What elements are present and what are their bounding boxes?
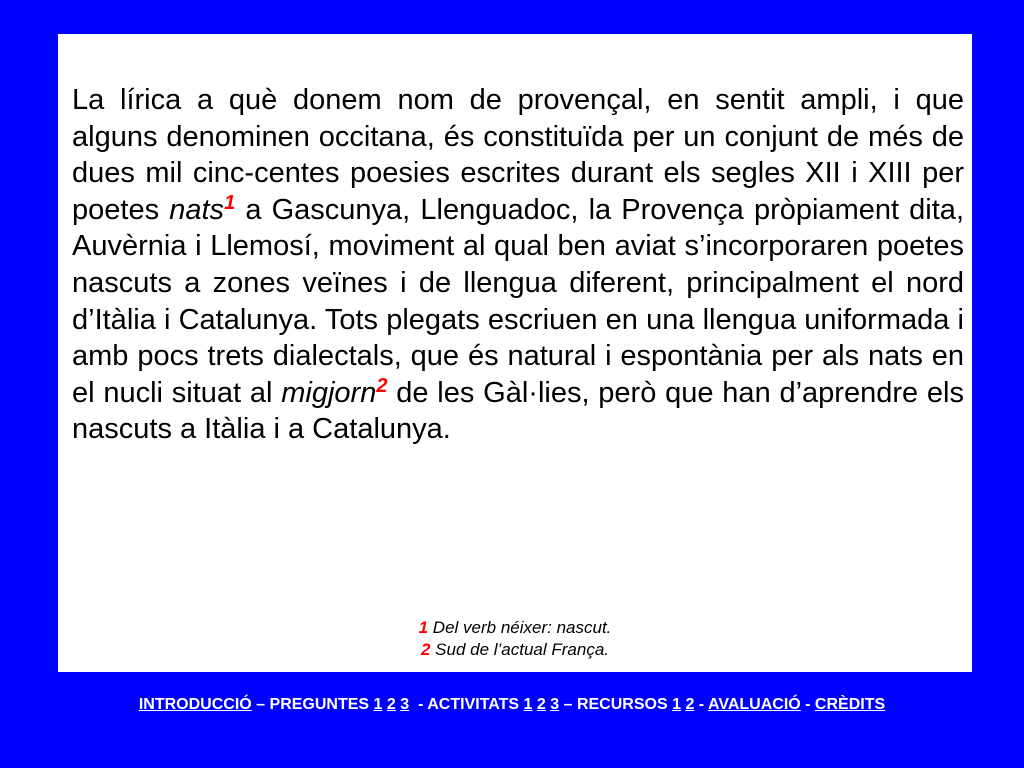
footnote-2 xyxy=(58,639,972,661)
footnote-number-2: 2 xyxy=(420,640,431,659)
nav-link-activitats-1[interactable]: 1 xyxy=(523,696,533,713)
nav-separator-1: - xyxy=(694,696,708,713)
nav-link-preguntes-2[interactable]: 2 xyxy=(386,696,396,713)
footnote-text-2: Sud de l’actual França. xyxy=(430,640,610,659)
term-nats: nats xyxy=(169,193,225,226)
nav-label-preguntes: – PREGUNTES xyxy=(251,696,374,713)
content-card xyxy=(58,34,972,672)
nav-link-introduccio[interactable]: INTRODUCCIÓ xyxy=(138,696,252,713)
nav-link-activitats-2[interactable]: 2 xyxy=(536,696,546,713)
nav-link-preguntes-3[interactable]: 3 xyxy=(400,696,410,713)
nav-link-preguntes-1[interactable]: 1 xyxy=(373,696,383,713)
footnote-number-1: 1 xyxy=(418,618,429,637)
footnote-1 xyxy=(58,617,972,639)
term-migjorn: migjorn xyxy=(281,376,377,409)
main-paragraph xyxy=(72,82,964,448)
footnotes xyxy=(58,617,972,661)
footnote-ref-1: 1 xyxy=(224,191,236,214)
footnote-ref-2: 2 xyxy=(376,374,388,397)
paragraph-text-2: a Gascunya, Llenguadoc, la Provença pròpiament dita, Auvèrnia i Llemosí, moviment al qual ben aviat s’incorporaren poetes nascuts a zones veïnes i de llengua diferent, principalment el nord d’Itàlia i Catalunya. Tots plegats escriuen en una llengua uniformada i amb pocs trets dialectals, que és natural i espontània per als nats en el nucli situat al xyxy=(72,193,964,409)
footnote-text-1: Del verb néixer: nascut. xyxy=(428,618,612,637)
nav-separator-2: - xyxy=(800,696,815,713)
navigation-bar xyxy=(0,696,1024,714)
nav-link-recursos-2[interactable]: 2 xyxy=(685,696,695,713)
nav-link-credits[interactable]: CRÈDITS xyxy=(814,696,886,713)
nav-link-activitats-3[interactable]: 3 xyxy=(550,696,560,713)
nav-label-recursos: – RECURSOS xyxy=(559,696,673,713)
paragraph-text-1: La lírica a què donem nom de provençal, en sentit ampli, i que alguns denominen occitana, és constituïda per un conjunt de més de dues mil cinc-centes poesies escrites durant els segles XII i XIII per poetes xyxy=(72,84,964,226)
paragraph-text-3: de les Gàl·lies, però que han d’aprendre els nascuts a Itàlia i a Catalunya. xyxy=(72,376,964,446)
nav-link-avaluacio[interactable]: AVALUACIÓ xyxy=(707,696,801,713)
nav-label-activitats: - ACTIVITATS xyxy=(409,696,524,713)
nav-link-recursos-1[interactable]: 1 xyxy=(672,696,681,713)
